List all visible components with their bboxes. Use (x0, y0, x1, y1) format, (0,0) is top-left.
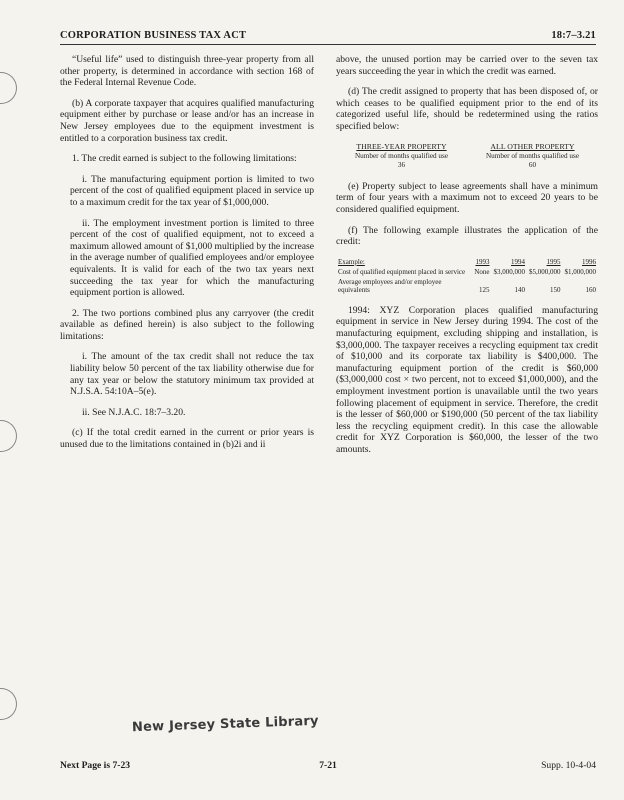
table-row (336, 277, 598, 295)
table-cell: 60 (528, 161, 537, 170)
table-cell: $1,000,000 (564, 267, 596, 276)
table-header: ALL OTHER PROPERTY (490, 141, 575, 151)
table-header: 1993 (475, 257, 490, 266)
paragraph: 1. The credit earned is subject to the following limitations: (72, 153, 297, 165)
paragraph: 1994: XYZ Corporation places qualified manufacturing equipment in service in New Jersey during 1994. The cost of the manufacturing equipment, excluding shipping and installation, is $3,000,000. The taxpayer receives a recycling equipment tax credit of $10,000 and its corporate tax liability is $400,000. The manufacturing equipment portion of the credit is $60,000 ($3,000,000 cost × two percent, not to exceed $1,000,000), and the employment investment portion is unavailable until the two years following placement of equipment in service. Therefore, the credit is the lesser of $60,000 or $190,000 (50 percent of the tax liability less the recycling equipment credit). In this case the allowable credit for XYZ Corporation is $60,000, the lesser of the two amounts. (336, 304, 598, 455)
page-footer (60, 760, 596, 771)
paragraph: above, the unused portion may be carried over to the seven tax years succeeding the year in which the credit was earned. (336, 54, 598, 77)
paragraph: ii. See N.J.A.C. 18:7–3.20. (82, 406, 186, 418)
running-title: CORPORATION BUSINESS TAX ACT (60, 30, 247, 41)
paragraph: (e) Property subject to lease agreements shall have a minimum term of four years with a maximum not to exceed 20 years to be considered qualified equipment. (336, 180, 598, 215)
paragraph: 2. The two portions combined plus any carryover (the credit available as defined herein) is also subject to the following limitations: (60, 307, 314, 342)
table-cell: 125 (479, 285, 490, 294)
paragraph: i. The amount of the tax credit shall not reduce the tax liability below 50 percent of the tax liability otherwise due for any tax year or below the statutory minimum tax provided at N.J.S.A. 54:10A–5(e). (70, 351, 314, 398)
table-cell: Average employees and/or employee equivalents (338, 277, 442, 294)
table-cell: 140 (514, 285, 525, 294)
table-cell: Cost of qualified equipment placed in service (338, 267, 466, 276)
table-header: Example: (338, 257, 365, 266)
paragraph: ii. The employment investment portion is limited to three percent of the cost of qualified equipment, not to exceed a maximum allowed amount of $1,000 multiplied by the increase in the average number of qualified employees and/or employee equivalents. It is valid for each of the two tax years next succeeding the tax year for which the manufacturing equipment portion is allowed. (70, 217, 314, 299)
table-cell: 36 (397, 161, 406, 170)
example-table (336, 257, 598, 295)
table-header: THREE-YEAR PROPERTY (356, 141, 447, 151)
section-number: 18:7–3.21 (551, 30, 596, 41)
supplement-date: Supp. 10-4-04 (541, 760, 596, 771)
right-column (336, 54, 598, 464)
library-stamp: New Jersey State Library (131, 713, 319, 736)
table-cell: None (474, 267, 490, 276)
paragraph: (c) If the total credit earned in the current or prior years is unused due to the limitations contained in (b)2i and ii (60, 427, 314, 451)
next-page-note: Next Page is 7-23 (60, 760, 131, 771)
table-cell: 160 (585, 285, 596, 294)
page-number: 7-21 (319, 760, 337, 771)
punch-hole (0, 72, 17, 104)
table-cell: 150 (550, 285, 561, 294)
punch-hole (0, 420, 17, 452)
table-row (336, 267, 598, 277)
paragraph: (d) The credit assigned to property that has been disposed of, or which ceases to be qualified equipment prior to the end of its categorized useful life, should be redetermined using the ratios specified below: (336, 86, 598, 132)
table-header-row (336, 257, 598, 267)
page-header (60, 30, 596, 45)
table-cell: Number of months qualified use (354, 151, 449, 160)
left-column (60, 54, 314, 460)
table-header: 1994 (511, 257, 525, 266)
table-cell: $3,000,000 (493, 267, 525, 276)
paragraph: “Useful life” used to distinguish three-year property from all other property, is determined in accordance with section 168 of the Federal Internal Revenue Code. (60, 54, 314, 89)
paragraph: (b) A corporate taxpayer that acquires qualified manufacturing equipment either by purchase or lease and/or has an increase in New Jersey employees due to the equipment investment is entitled to a corporation business tax credit. (60, 97, 314, 144)
punch-hole (0, 688, 17, 720)
table-cell: $5,000,000 (529, 267, 561, 276)
paragraph: i. The manufacturing equipment portion is limited to two percent of the cost of qualified equipment placed in service up to a maximum credit for the tax year of $1,000,000. (70, 173, 314, 208)
table-cell: Number of months qualified use (485, 151, 580, 160)
table-header: 1995 (546, 257, 561, 266)
paragraph: (f) The following example illustrates the application of the credit: (336, 224, 598, 248)
table-header: 1996 (582, 257, 596, 266)
property-ratio-table (336, 142, 598, 171)
